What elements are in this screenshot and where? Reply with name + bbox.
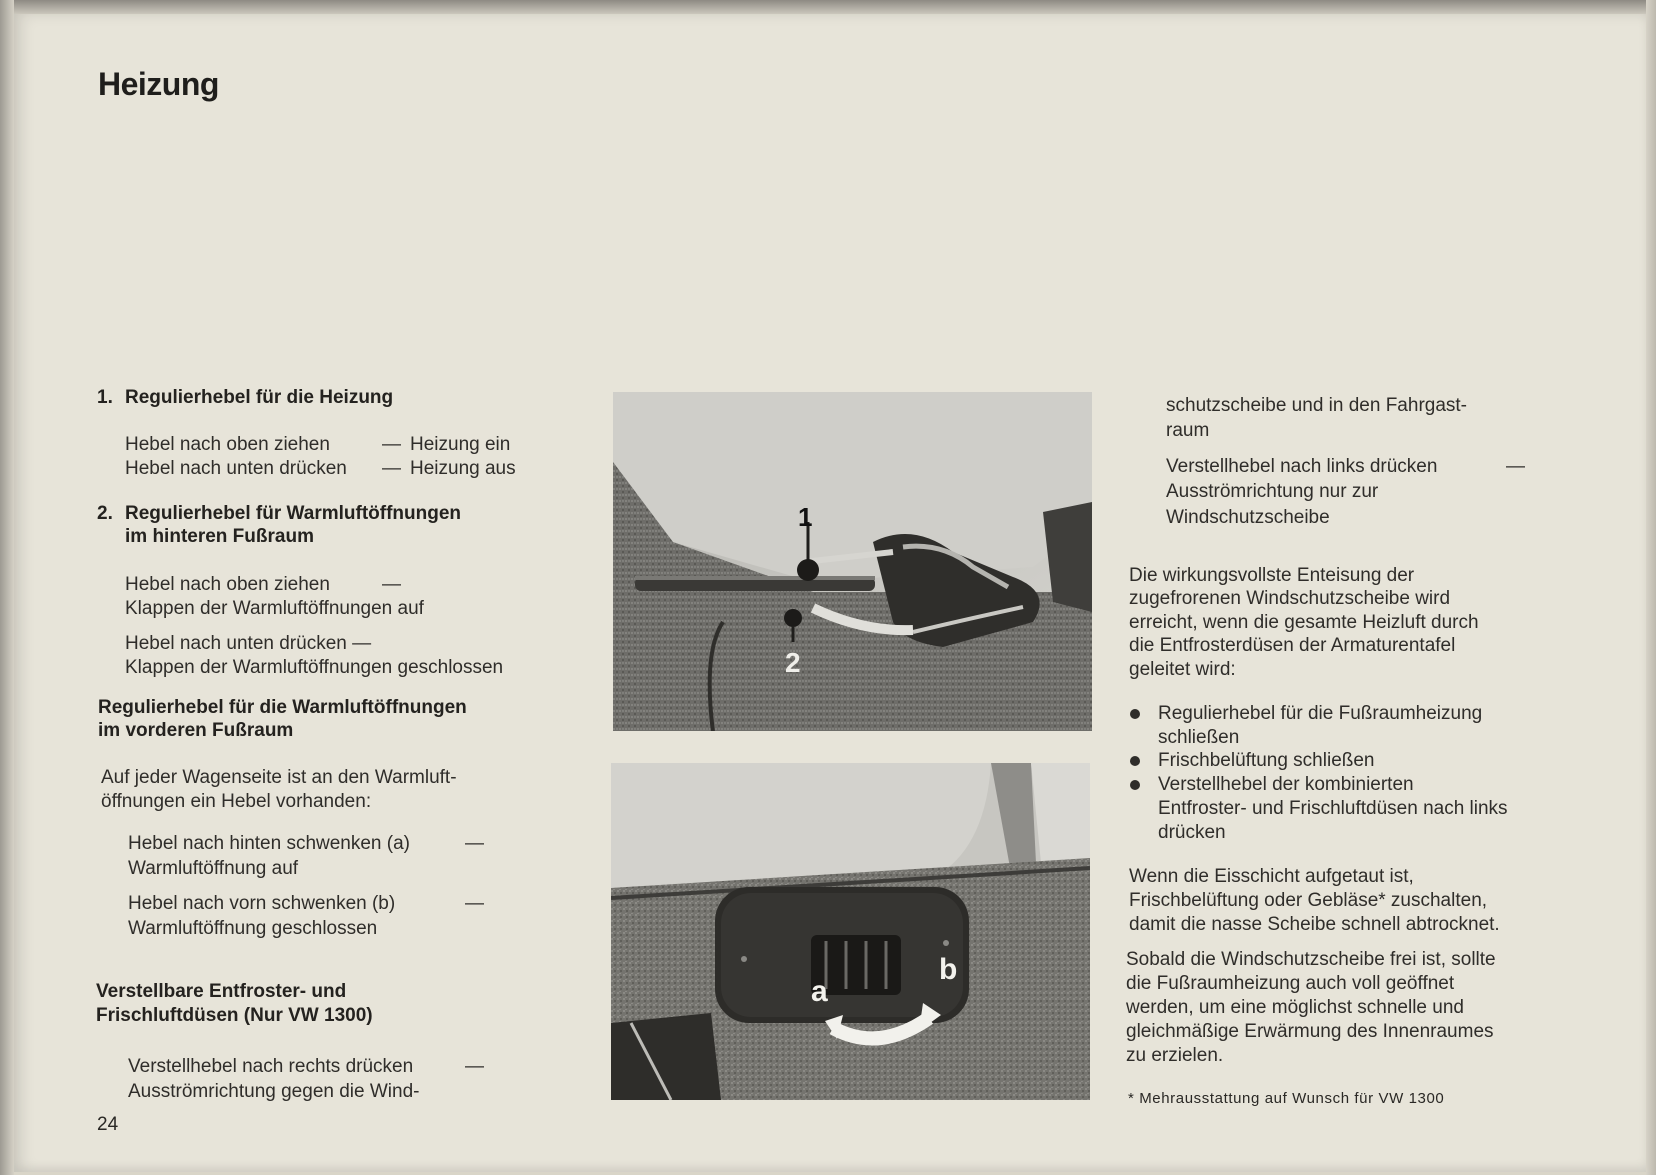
bullet-1-line2: schließen	[1158, 727, 1240, 748]
bullet-3-line2: Entfroster- und Frischluftdüsen nach links	[1158, 798, 1508, 819]
book-left-edge	[0, 0, 14, 1175]
item2-p1-dash: —	[382, 574, 401, 595]
links-line1: Verstellhebel nach links drücken	[1166, 456, 1438, 477]
vorn-b-dash: —	[465, 893, 484, 914]
photo-heater-levers	[613, 392, 1092, 731]
heater-levers-illustration	[613, 392, 1092, 731]
enteisung-line5: geleitet wird:	[1129, 659, 1236, 680]
label-b: b	[939, 953, 958, 986]
bullet-3	[1130, 780, 1140, 790]
frei-line4: gleichmäßige Erwärmung des Innenraumes	[1126, 1021, 1494, 1042]
label-1: 1	[798, 502, 813, 532]
vorn-b-line1: Hebel nach vorn schwenken (b)	[128, 893, 396, 914]
bullet-1	[1130, 709, 1140, 719]
vorn-a-dash: —	[465, 833, 484, 854]
duesen-line2: Ausströmrichtung gegen die Wind-	[128, 1081, 420, 1102]
enteisung-line3: erreicht, wenn die gesamte Heizluft durch	[1129, 612, 1479, 633]
duesen-heading-line1: Verstellbare Entfroster- und	[96, 981, 347, 1002]
item2-p1-line2: Klappen der Warmluftöffnungen auf	[125, 598, 424, 619]
links-line3: Windschutzscheibe	[1166, 507, 1330, 528]
item1-line1-text: Hebel nach oben ziehen	[125, 434, 330, 455]
eisschicht-line2: Frischbelüftung oder Gebläse* zuschalten,	[1129, 890, 1488, 911]
enteisung-line1: Die wirkungsvollste Enteisung der	[1129, 565, 1415, 586]
item2-p2-line1: Hebel nach unten drücken —	[125, 633, 372, 654]
cont-line1: schutzscheibe und in den Fahrgast-	[1166, 395, 1468, 416]
label-2: 2	[785, 647, 801, 678]
item1-line2-result: Heizung aus	[410, 458, 516, 479]
item2-number: 2.	[97, 503, 113, 524]
item2-heading-line2: im hinteren Fußraum	[125, 526, 314, 547]
vorn-text-line1: Auf jeder Wagenseite ist an den Warmluft-	[101, 767, 457, 788]
vorn-a-line2: Warmluftöffnung auf	[128, 858, 299, 879]
duesen-heading-line2: Frischluftdüsen (Nur VW 1300)	[96, 1005, 373, 1026]
item1-line2-dash: —	[382, 458, 401, 479]
bullet-3-line1: Verstellhebel der kombinierten	[1158, 774, 1414, 795]
footnote: * Mehrausstattung auf Wunsch für VW 1300	[1128, 1090, 1445, 1107]
book-right-edge	[1646, 0, 1656, 1175]
vorn-heading-line1: Regulierhebel für die Warmluftöffnungen	[98, 697, 467, 718]
bullet-2-line1: Frischbelüftung schließen	[1158, 750, 1375, 771]
cont-line2: raum	[1166, 420, 1210, 441]
label-a: a	[811, 975, 828, 1008]
page-title: Heizung	[98, 66, 219, 102]
bullet-3-line3: drücken	[1158, 822, 1226, 843]
item1-line2-text: Hebel nach unten drücken	[125, 458, 347, 479]
book-top-edge	[0, 0, 1656, 14]
vorn-heading-line2: im vorderen Fußraum	[98, 720, 294, 741]
bullet-1-line1: Regulierhebel für die Fußraumheizung	[1158, 703, 1483, 724]
duesen-dash: —	[465, 1056, 484, 1077]
page-number: 24	[97, 1114, 119, 1135]
eisschicht-line1: Wenn die Eisschicht aufgetaut ist,	[1129, 866, 1414, 887]
item1-line1-result: Heizung ein	[410, 434, 511, 455]
links-dash: —	[1506, 456, 1525, 477]
vorn-text-line2: öffnungen ein Hebel vorhanden:	[101, 791, 372, 812]
item1-heading: Regulierhebel für die Heizung	[125, 387, 394, 408]
item2-p1-line1: Hebel nach oben ziehen	[125, 574, 330, 595]
links-line2: Ausströmrichtung nur zur	[1166, 481, 1379, 502]
eisschicht-line3: damit die nasse Scheibe schnell abtrocknet.	[1129, 914, 1500, 935]
bullet-2	[1130, 756, 1140, 766]
item2-p2-line2: Klappen der Warmluftöffnungen geschlossen	[125, 657, 504, 678]
front-vent-illustration	[611, 763, 1090, 1100]
duesen-line1: Verstellhebel nach rechts drücken	[128, 1056, 414, 1077]
vorn-b-line2: Warmluftöffnung geschlossen	[128, 918, 378, 939]
photo-front-vent	[611, 763, 1090, 1100]
vorn-a-line1: Hebel nach hinten schwenken (a)	[128, 833, 411, 854]
item2-heading-line1: Regulierhebel für Warmluftöffnungen	[125, 503, 462, 524]
enteisung-line2: zugefrorenen Windschutzscheibe wird	[1129, 588, 1451, 609]
frei-line3: werden, um eine möglichst schnelle und	[1126, 997, 1464, 1018]
item1-number: 1.	[97, 387, 113, 408]
frei-line1: Sobald die Windschutzscheibe frei ist, sollte	[1126, 949, 1496, 970]
enteisung-line4: die Entfrosterdüsen der Armaturentafel	[1129, 635, 1456, 656]
frei-line2: die Fußraumheizung auch voll geöffnet	[1126, 973, 1455, 994]
frei-line5: zu erzielen.	[1126, 1045, 1224, 1066]
item1-line1-dash: —	[382, 434, 401, 455]
